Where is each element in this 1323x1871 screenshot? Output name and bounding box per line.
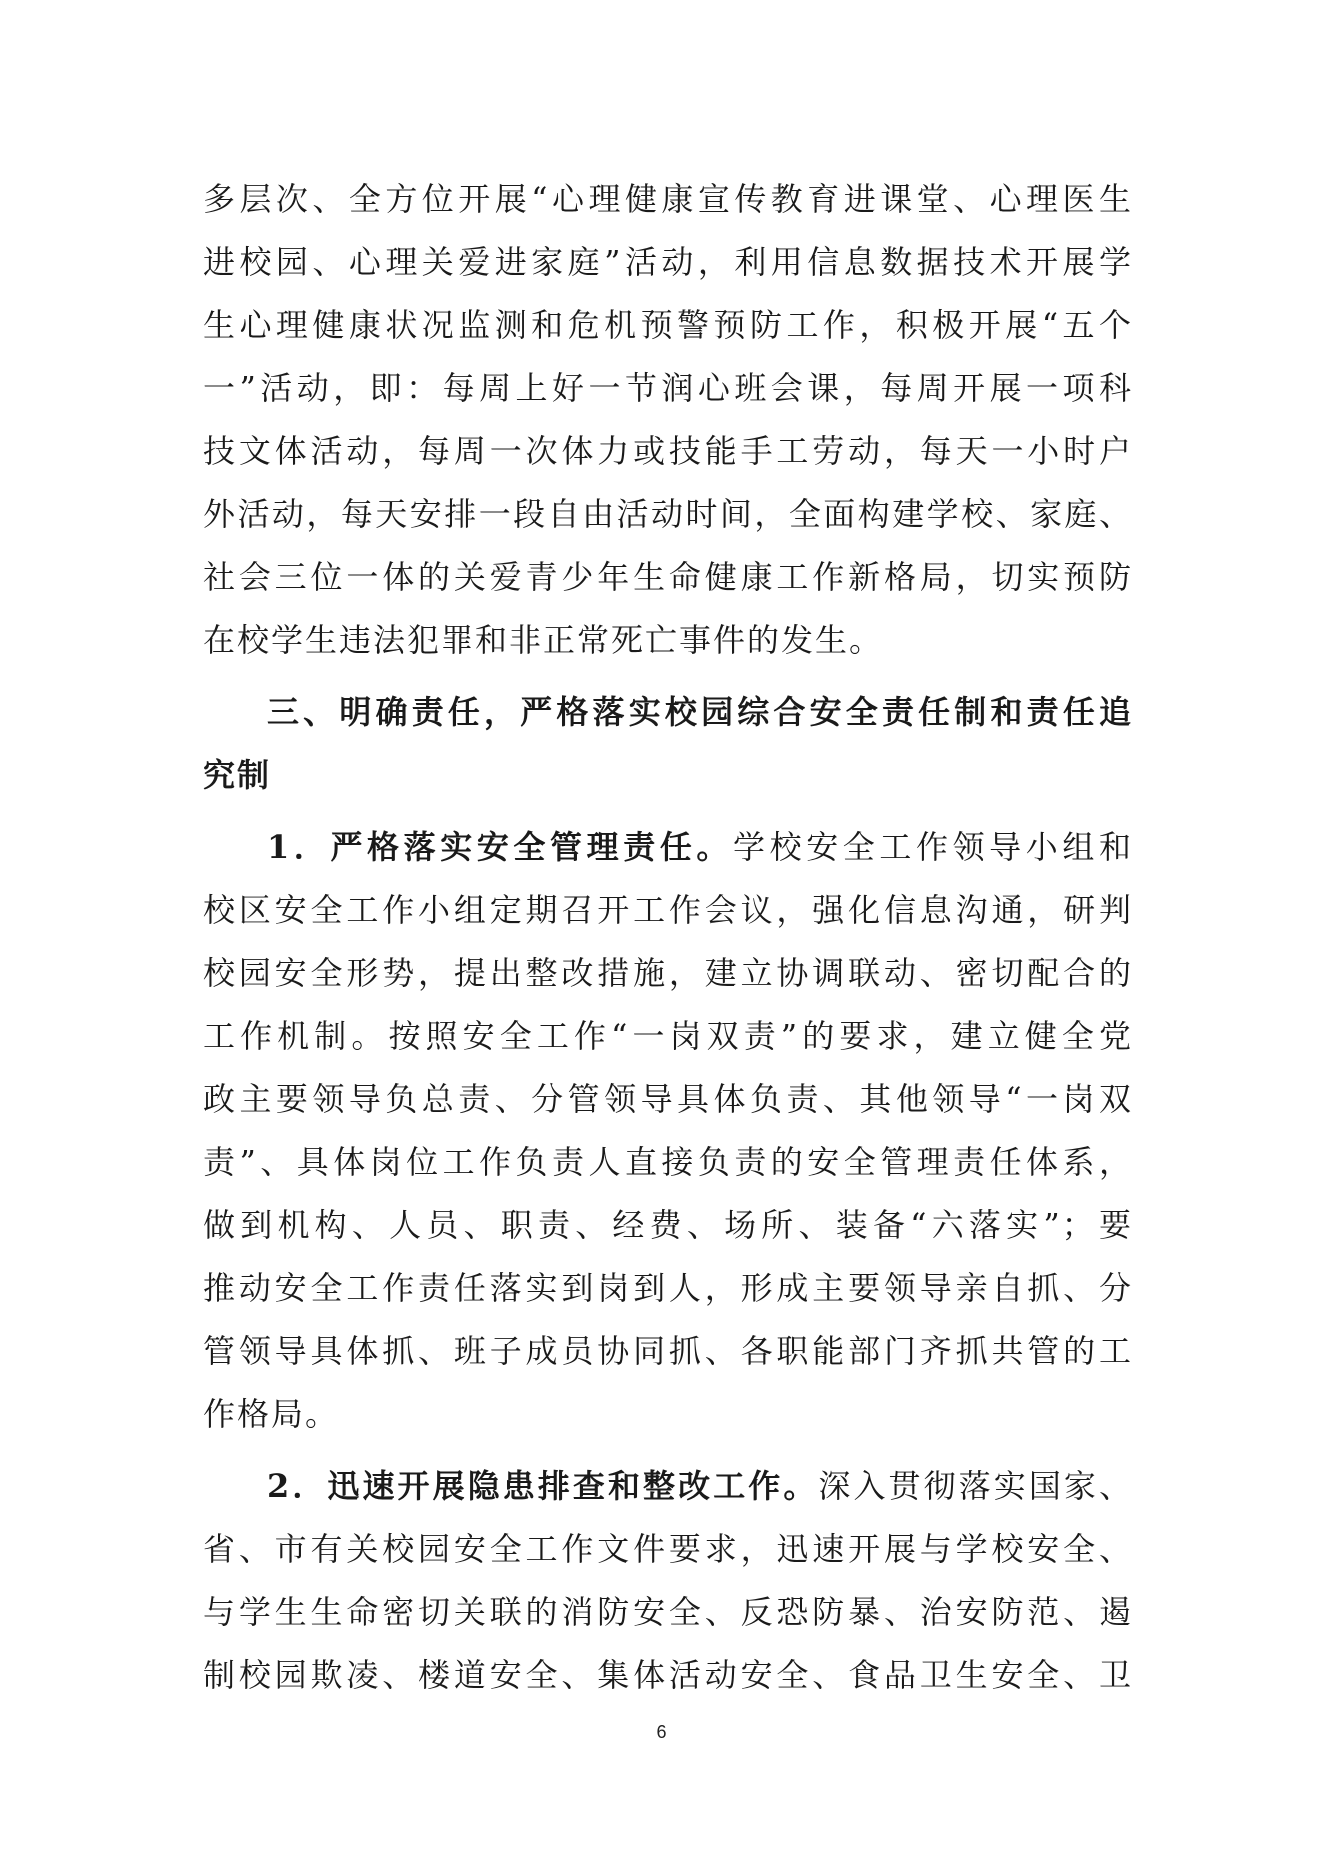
paragraph-line: 生心理健康状况监测和危机预警预防工作，积极开展“五个	[203, 306, 1133, 344]
paragraph-line: 与学生生命密切关联的消防安全、反恐防暴、治安防范、遏	[203, 1593, 1133, 1631]
paragraph-line: 在校学生违法犯罪和非正常死亡事件的发生。	[203, 621, 884, 659]
section-heading: 三、明确责任，严格落实校园综合安全责任制和责任追	[267, 693, 1133, 731]
body-text	[203, 168, 1133, 1707]
paragraph-line: 责”、具体岗位工作负责人直接负责的安全管理责任体系，	[203, 1143, 1133, 1181]
section-heading: 究制	[203, 756, 272, 794]
paragraph-line: 技文体活动，每周一次体力或技能手工劳动，每天一小时户	[203, 432, 1133, 470]
paragraph-line: 校园安全形势，提出整改措施，建立协调联动、密切配合的	[203, 954, 1133, 992]
item-1-title: 1．严格落实安全管理责任。	[267, 828, 734, 866]
item-2-title: 2．迅速开展隐患排查和整改工作。	[267, 1467, 819, 1505]
item-2-first-line	[203, 1455, 1133, 1518]
paragraph-line: 作格局。	[203, 1395, 340, 1433]
paragraph-line: 管领导具体抓、班子成员协同抓、各职能部门齐抓共管的工	[203, 1332, 1133, 1370]
paragraph-line: 多层次、全方位开展“心理健康宣传教育进课堂、心理医生	[203, 180, 1133, 218]
paragraph-line: 外活动，每天安排一段自由活动时间，全面构建学校、家庭、	[203, 495, 1133, 533]
paragraph-line: 推动安全工作责任落实到岗到人，形成主要领导亲自抓、分	[203, 1269, 1133, 1307]
item-2-first-line-text: 深入贯彻落实国家、	[818, 1467, 1133, 1505]
paragraph-line: 政主要领导负总责、分管领导具体负责、其他领导“一岗双	[203, 1080, 1133, 1118]
paragraph-line: 做到机构、人员、职责、经费、场所、装备“六落实”；要	[203, 1206, 1133, 1244]
paragraph-line: 校区安全工作小组定期召开工作会议，强化信息沟通，研判	[203, 891, 1133, 929]
item-1-first-line	[203, 816, 1133, 879]
paragraph-line: 制校园欺凌、楼道安全、集体活动安全、食品卫生安全、卫	[203, 1656, 1133, 1694]
paragraph-line: 省、市有关校园安全工作文件要求，迅速开展与学校安全、	[203, 1530, 1133, 1568]
paragraph-line: 进校园、心理关爱进家庭”活动，利用信息数据技术开展学	[203, 243, 1133, 281]
paragraph-line: 工作机制。按照安全工作“一岗双责”的要求，建立健全党	[203, 1017, 1133, 1055]
item-1-first-line-text: 学校安全工作领导小组和	[733, 828, 1133, 866]
paragraph-line: 社会三位一体的关爱青少年生命健康工作新格局，切实预防	[203, 558, 1133, 596]
paragraph-line: 一”活动，即：每周上好一节润心班会课，每周开展一项科	[203, 369, 1133, 407]
page-number: 6	[656, 1722, 667, 1742]
